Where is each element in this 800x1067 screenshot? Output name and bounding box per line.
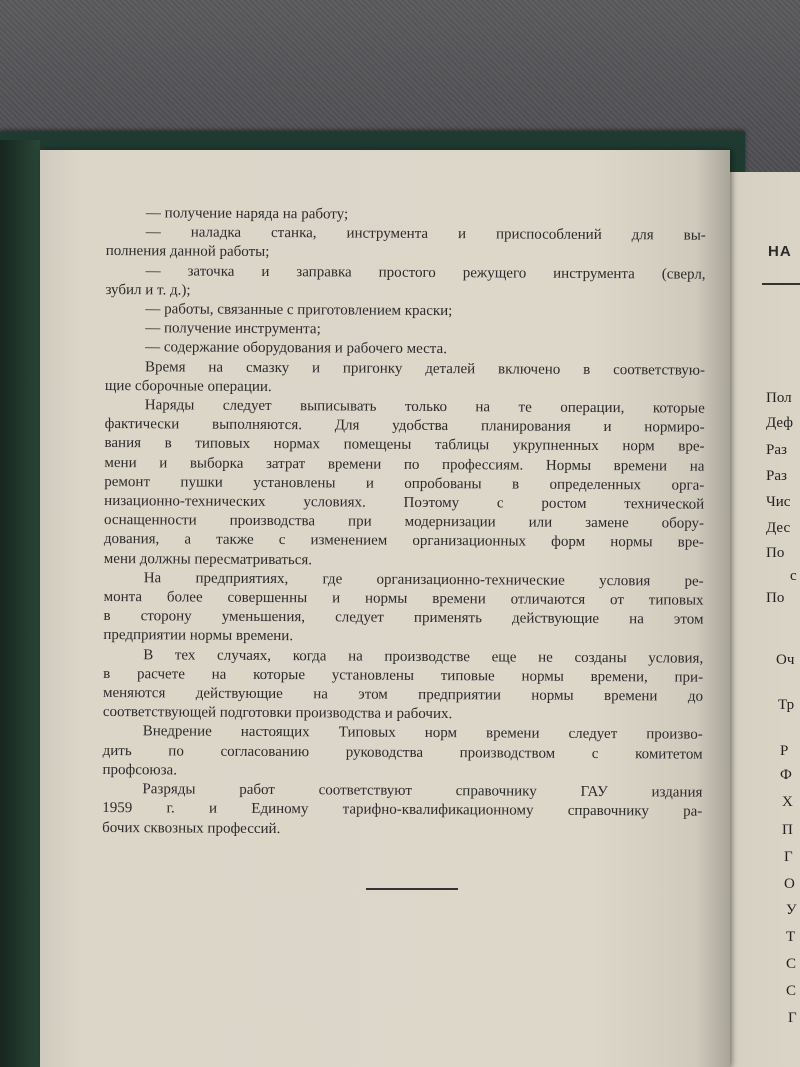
text-line: — получение наряда на работу; [145, 205, 349, 223]
book-edge [0, 140, 40, 1067]
text-line: — работы, связанные с приготовлением краски; [145, 301, 453, 320]
right-page-item: Дес [766, 520, 791, 536]
right-page-item: По [766, 590, 785, 606]
right-page-item: Х [782, 794, 793, 810]
right-page-item: С [786, 956, 797, 972]
right-page-item: Ф [780, 767, 792, 783]
text-line: полнения данной работы; [105, 243, 270, 261]
text-line: мени должны пересматриваться. [103, 550, 313, 568]
text-line: фактически выполняются. Для удобства планирования и нормиро- [104, 416, 705, 436]
text-line: Наряды следует выписывать только на те операции, которые [144, 397, 705, 417]
text-line: Время на смазку и пригонку деталей включено в соответствую- [144, 358, 706, 379]
text-line: бочих сквозных профессий. [102, 819, 281, 837]
text-line: профсоюза. [102, 761, 178, 779]
right-page-item: Раз [766, 468, 787, 484]
text-line: В тех случаях, когда на производстве еще не созданы условия, [143, 646, 704, 667]
text-line: — наладка станка, инструмента и приспособлений для вы- [145, 224, 706, 244]
right-page-item: С [786, 983, 797, 999]
right-page-item: По [766, 545, 785, 561]
text-line: вания в типовых нормах помещены таблицы укрупненных норм вре- [104, 435, 705, 456]
right-page-item: П [782, 822, 793, 838]
text-line: ремонт пушки установлены и опробованы в определенных орга- [104, 473, 705, 494]
section-end-rule [366, 888, 458, 890]
text-line: 1959 г. и Единому тарифно-квалификационному справочнику ра- [102, 800, 703, 820]
text-line: — получение инструмента; [145, 320, 321, 338]
text-line: дить по согласованию руководства производством с комитетом [102, 742, 703, 763]
right-page-item: Чис [766, 494, 791, 510]
right-page-item: О [784, 876, 795, 892]
right-page-item: Г [784, 849, 793, 865]
text-line: На предприятиях, где организационно-технические условия ре- [143, 570, 704, 590]
right-page-item: Раз [766, 442, 787, 458]
right-page-item: Пол [766, 390, 792, 406]
right-page-item: Т [786, 929, 796, 945]
right-page-item: Деф [766, 415, 793, 431]
text-line: дования, а также с изменением организационных форм нормы вре- [103, 531, 704, 552]
text-line: — заточка и заправка простого режущего инструмента (сверл, [145, 262, 706, 283]
text-line: монта более совершенны и нормы времени отличаются от типовых [103, 589, 704, 609]
right-page-item: Г [788, 1010, 797, 1026]
text-line: оснащенности производства при модернизации или замене обору- [104, 512, 705, 532]
right-page-item: Тр [778, 697, 795, 713]
text-line: — содержание оборудования и рабочего места. [145, 339, 448, 358]
text-line: соответствующей подготовки производства и рабочих. [102, 704, 453, 723]
text-line: щие сборочные операции. [104, 377, 272, 395]
right-page-item: с [790, 568, 797, 584]
page-text [102, 204, 706, 841]
right-page-item: У [786, 902, 797, 918]
text-line: Внедрение настоящих Типовых норм времени следует произво- [142, 723, 703, 744]
text-line: меняются действующие на этом предприятии нормы времени до [102, 685, 704, 705]
right-page-item: Оч [776, 652, 795, 668]
text-line: в сторону уменьшения, следует применять действующие на этом [103, 608, 704, 628]
text-line: предприятии нормы времени. [103, 627, 294, 645]
text-line: Разряды работ соответствуют справочнику ГАУ издания [142, 781, 703, 801]
text-line: низационно-технических условиях. Поэтому с ростом технической [104, 493, 705, 513]
right-page-item: Р [780, 743, 789, 759]
right-page-heading: НА [768, 243, 792, 260]
text-line: зубил и т. д.); [105, 281, 191, 299]
right-page-rule [762, 283, 800, 285]
text-line: мени и выборка затрат времени по профессиям. Нормы времени на [104, 454, 705, 475]
text-line: в расчете на которые установлены типовые нормы времени, при- [103, 665, 704, 686]
